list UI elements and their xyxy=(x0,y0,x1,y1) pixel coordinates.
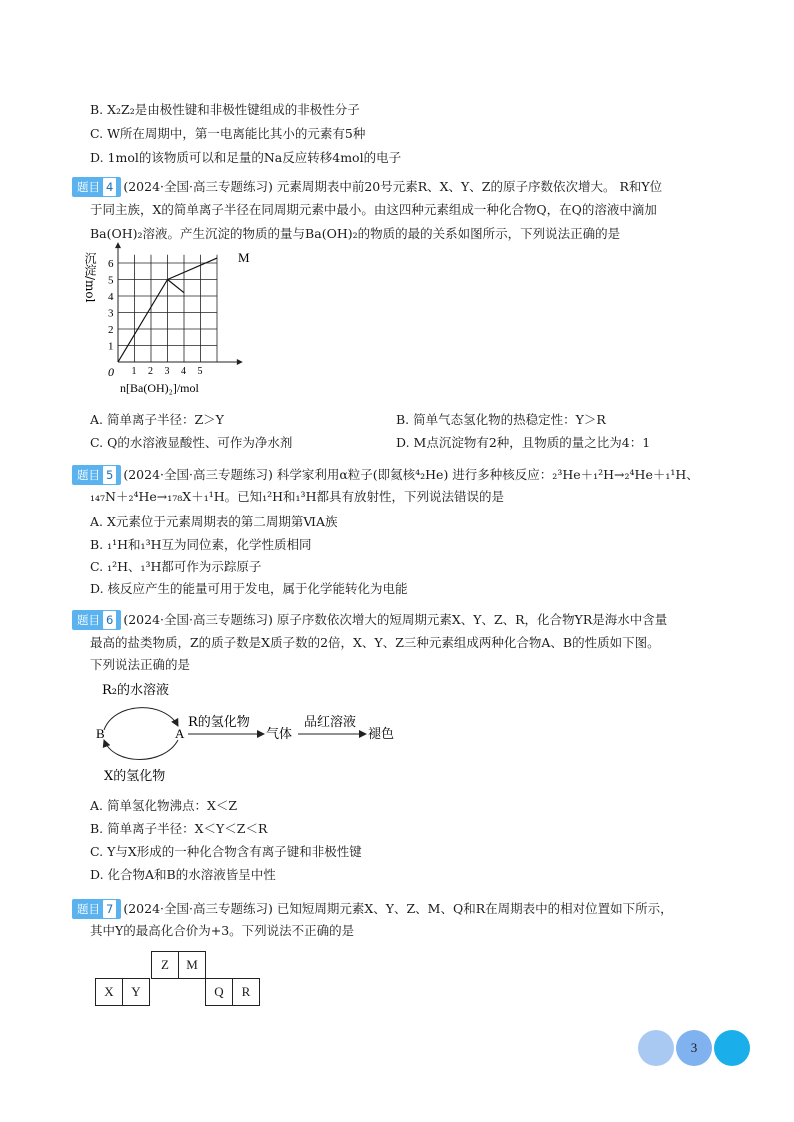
q6-option-c: C. Y与X形成的一种化合物含有离子键和非极性键 xyxy=(90,844,362,859)
pt-cell-q: Q xyxy=(205,978,233,1006)
chart-x-tick-label: 2 xyxy=(148,366,153,377)
diagram-top-label: R₂的水溶液 xyxy=(102,683,169,698)
q5-stem-line2: ₁₄₇N＋₂⁴He→₁₇₈X＋₁¹H。已知₁²H和₁³H都具有放射性，下列说法错误的是 xyxy=(90,489,504,504)
chart-series-rise xyxy=(118,280,168,363)
q5-option-b: B. ₁¹H和₁³H互为同位素，化学性质相同 xyxy=(90,537,312,552)
diagram-arrow2-label: 品红溶液 xyxy=(304,715,357,730)
pager-circle-left xyxy=(638,1030,674,1066)
chart-y-axis-arrow xyxy=(115,242,121,248)
diagram-bottom-label: X的氢化物 xyxy=(104,769,166,784)
q4-stem-line1: 题目 4 (2024·全国·高三专题练习) 元素周期表中前20号元素R、X、Y、Z的原子序数依次增大。 R和Y位 xyxy=(72,177,662,197)
chart-x-tick-label: 1 xyxy=(131,366,137,377)
chart-x-label: n[Ba(OH)₂]/mol xyxy=(120,381,199,395)
diagram-arrow1-label: R的氢化物 xyxy=(188,715,250,730)
chart-ticks xyxy=(108,258,203,377)
q3-option-b: B. X₂Z₂是由极性键和非极性键组成的非极性分子 xyxy=(90,102,360,117)
pt-cell-x: X xyxy=(95,978,123,1006)
chart-origin: 0 xyxy=(108,365,114,379)
q7-tag: 题目 7 xyxy=(72,899,121,919)
pt-cell-r: R xyxy=(232,978,260,1006)
q4-option-d: D. M点沉淀物有2种，且物质的量之比为4：1 xyxy=(396,435,651,450)
chart-y-tick-label: 6 xyxy=(108,258,114,270)
q3-option-c: C. W所在周期中，第一电离能比其小的元素有5种 xyxy=(90,126,366,141)
q6-tag: 题目 6 xyxy=(72,610,121,630)
q6-option-a: A. 简单氢化物沸点：X＜Z xyxy=(90,798,238,813)
q4-option-b: B. 简单气态氢化物的热稳定性：Y＞R xyxy=(396,412,606,427)
q7-stem-line1: 题目 7 (2024·全国·高三专题练习) 已知短周期元素X、Y、Z、M、Q和R在周期表中的相对位置如下所示， xyxy=(72,899,673,919)
chart-y-tick-label: 1 xyxy=(108,340,114,353)
q5-stem-line1: 题目 5 (2024·全国·高三专题练习) 科学家利用α粒子(即氦核⁴₂He) 进行多种核反应：₂³He＋₁²H→₂⁴He＋₁¹H、 xyxy=(72,465,699,485)
q6-option-d: D. 化合物A和B的水溶液皆呈中性 xyxy=(90,867,276,882)
diagram-node-a: A xyxy=(175,726,185,741)
chart-y-tick-label: 5 xyxy=(108,274,114,287)
q7-stem-line2: 其中Y的最高化合价为+3。下列说法不正确的是 xyxy=(90,923,355,938)
arrow-b-to-a xyxy=(104,708,178,730)
diagram-result: 褪色 xyxy=(368,727,395,742)
q6-stem-line3: 下列说法正确的是 xyxy=(90,657,191,672)
pt-cell-m: M xyxy=(178,951,206,979)
diagram-node-b: B xyxy=(96,726,105,741)
q4-stem-line2: 于同主族，X的简单离子半径在同周期元素中最小。由这四种元素组成一种化合物Q，在Q的溶液中滴加 xyxy=(90,202,657,217)
q4-option-c: C. Q的水溶液显酸性、可作为净水剂 xyxy=(90,435,293,450)
q4-stem-line3: Ba(OH)₂溶液。产生沉淀的物质的量与Ba(OH)₂的物质的最的关系如图所示，下列说法正确的是 xyxy=(90,226,621,241)
q4-chart xyxy=(83,246,270,398)
chart-x-tick-label: 4 xyxy=(181,366,186,377)
chart-point-m-label: M xyxy=(238,250,250,265)
pt-cell-z: Z xyxy=(151,951,179,979)
chart-y-tick-label: 3 xyxy=(108,307,114,320)
chart-x-axis-arrow xyxy=(237,359,243,365)
q6-stem-line2: 最高的盐类物质，Z的质子数是X质子数的2倍，X、Y、Z三种元素组成两种化合物A、B的性质如下图。 xyxy=(90,635,660,650)
pt-cell-y: Y xyxy=(122,978,150,1006)
arrow-a-to-b xyxy=(104,740,178,760)
q5-tag: 题目 5 xyxy=(72,465,121,485)
q5-option-a: A. X元素位于元素周期表的第二周期第ⅥA族 xyxy=(90,514,338,529)
q4-tag: 题目 4 xyxy=(72,177,121,197)
chart-grid xyxy=(115,242,243,365)
q3-option-d: D. 1mol的该物质可以和足量的Na反应转移4mol的电子 xyxy=(90,150,402,165)
pager-circle-right xyxy=(714,1030,750,1066)
chart-series-lower xyxy=(168,280,185,293)
chart-y-label: 沉淀/mol xyxy=(83,252,97,303)
q6-option-b: B. 简单离子半径：X＜Y＜Z＜R xyxy=(90,821,268,836)
diagram-gas: 气体 xyxy=(266,727,293,742)
q6-stem-line1: 题目 6 (2024·全国·高三专题练习) 原子序数依次增大的短周期元素X、Y、Z、R，化合物YR是海水中含量 xyxy=(72,610,667,630)
page-number: 3 xyxy=(676,1030,712,1066)
q6-diagram xyxy=(92,680,412,790)
q5-option-d: D. 核反应产生的能量可用于发电，属于化学能转化为电能 xyxy=(90,581,408,596)
chart-x-tick-label: 3 xyxy=(164,366,170,377)
chart-series-upper xyxy=(168,258,218,279)
q5-option-c: C. ₁²H、₁³H都可作为示踪原子 xyxy=(90,559,262,574)
chart-y-tick-label: 4 xyxy=(108,291,114,303)
q4-option-a: A. 简单离子半径：Z＞Y xyxy=(90,412,224,427)
chart-x-tick-label: 5 xyxy=(197,366,203,377)
chart-y-tick-label: 2 xyxy=(108,324,114,336)
